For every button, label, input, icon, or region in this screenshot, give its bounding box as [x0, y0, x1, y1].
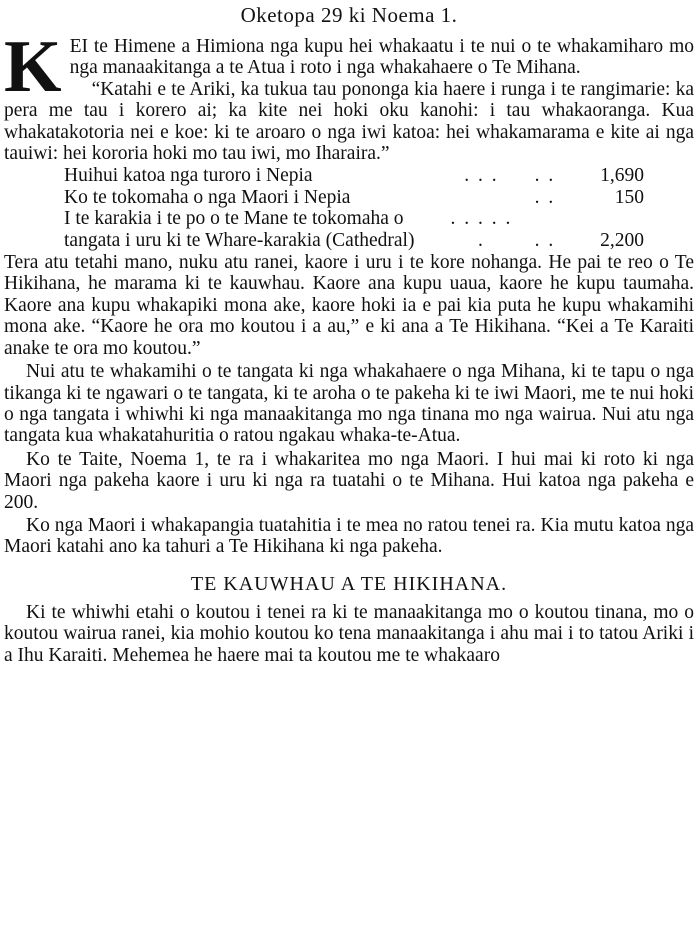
- section-heading: TE KAUWHAU A TE HIKIHANA.: [190, 572, 508, 595]
- sermon-paragraph: Ki te whiwhi etahi o koutou i tenei ra ki te manaakitanga mo o koutou tinana, mo o koutou wairua ranei, kia mohio koutou ko tena manaakitanga i ahu mai i to tatou Ariki i a Ihu Karaiti. Mehemea he haere mai ta koutou me te whakaaro: [4, 601, 694, 666]
- opening-paragraph-text: EI te Himene a Himiona nga kupu hei whakaatu i te nui o te whakamiharo mo nga manaakitanga a te Atua i roto i nga whakahaere o Te Mihana.: [69, 36, 694, 79]
- stats-row: [64, 165, 644, 186]
- hymn-quote-paragraph: “Katahi e te Ariki, ka tukua tau pononga kia haere i runga i te rangimarie: ka pera me tau i korero ai; ka kite nei hoki oku kanohi: i tau whakaoranga. Kua whakatakotoria nei e koe: ki te aroaro o nga iwi katoa: hei whakamarama e kite ai nga tauiwi: hei kororia hoki mo tau iwi, mo Iharaira.”: [4, 78, 694, 165]
- thursday-paragraph: Ko te Taite, Noema 1, te ra i whakaritea mo nga Maori. I hui mai ki roto ki nga Maori nga pakeha kaore i uru ki nga ra tuatahi o te Mihana. Hui katoa nga pakeha e 200.: [4, 448, 694, 513]
- attendance-stats: [64, 165, 644, 251]
- stats-leader: . . . . . .: [450, 208, 513, 251]
- stats-value: 2,200: [600, 229, 644, 251]
- stats-row: [64, 208, 644, 251]
- running-head: Oketopa 29 ki Noema 1.: [240, 3, 458, 27]
- mission-paragraph: Nui atu te whakamihi o te tangata ki nga whakahaere o nga Mihana, ki te tapu o nga tikanga ki te ngawari o te tangata, ki te aroha o te pakeha ki te iwi Maori, me te nui hoki o nga tangata i whiwhi ki nga manaakitanga mo nga tinana mo nga wairua. Nui atu nga tangata kua whakatahuritia o ratou ngakau whaka-te-Atua.: [4, 361, 694, 447]
- maori-day-paragraph: Ko nga Maori i whakapangia tuatahitia i te mea no ratou tenei ra. Kia mutu katoa nga Maori katahi ano ka tahuri a Te Hikihana ki nga pakeha.: [4, 514, 694, 558]
- stats-leader: . .: [534, 229, 556, 251]
- opening-paragraph: [4, 26, 694, 108]
- drop-cap: K: [4, 26, 62, 108]
- stats-leader: . .: [534, 186, 556, 208]
- document-page: [0, 2, 700, 937]
- stats-leader: . . .: [464, 165, 499, 187]
- stats-label: Ko te tokomaha o nga Maori i Nepia: [64, 186, 351, 208]
- stats-label: I te karakia i te po o te Mane te tokomaha o tangata i uru ki te Whare-karakia (Cathedral): [64, 208, 415, 251]
- stats-value: 150: [614, 186, 644, 208]
- preaching-paragraph: Tera atu tetahi mano, nuku atu ranei, kaore i uru i te kore nohanga. He pai te reo o Te Hikihana, he marama ki te kauwhau. Kaore ana kupu uaua, kaore he kupu taumaha. Kaore ana kupu whakapiki mona ake, kaore hoki ia e pai kia puta he kupu whakamihi mona ake. “Kaore he ora mo koutou i a au,” e ki ana a Te Hikihana. “Kei a Te Karaiti anake te ora mo koutou.”: [4, 252, 694, 359]
- stats-value: 1,690: [600, 165, 644, 187]
- stats-row: [64, 187, 644, 208]
- stats-label: Huihui katoa nga turoro i Nepia: [64, 165, 313, 187]
- stats-leader: [450, 187, 513, 208]
- stats-leader: . .: [534, 165, 556, 187]
